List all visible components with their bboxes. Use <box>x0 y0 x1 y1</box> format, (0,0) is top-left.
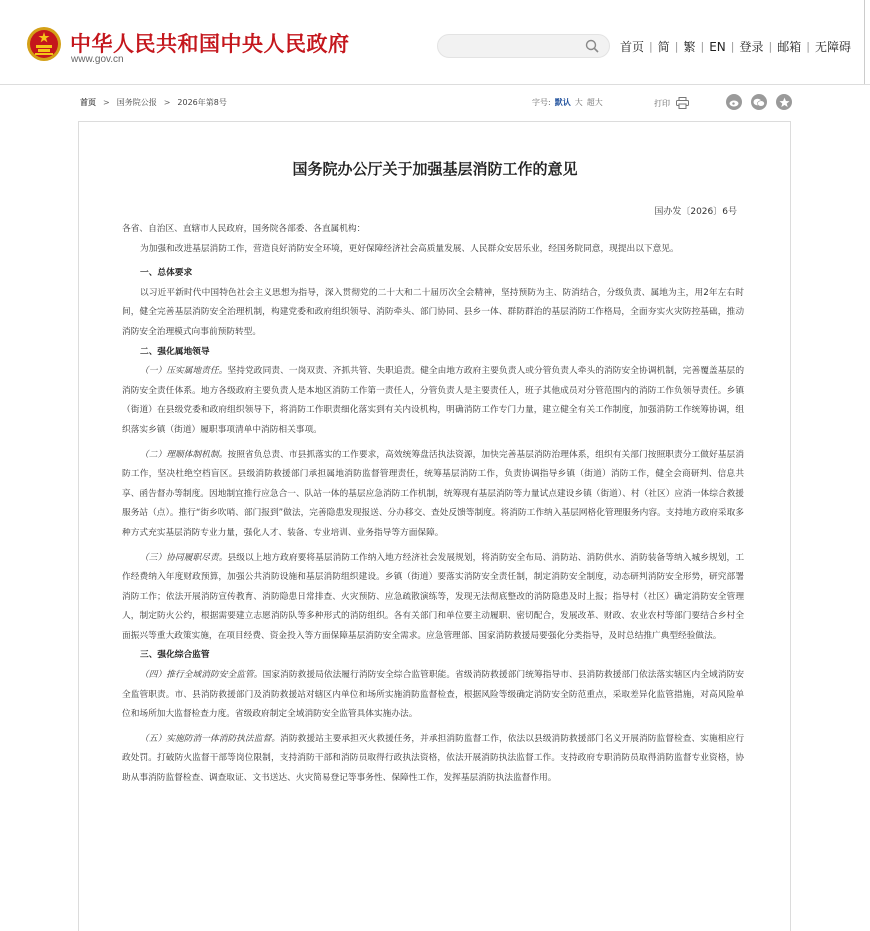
scrollbar-edge <box>864 0 865 84</box>
nav-english[interactable]: EN <box>709 39 726 54</box>
breadcrumb-home[interactable]: 首页 <box>80 98 96 107</box>
body-paragraph <box>122 446 744 544</box>
print-button[interactable] <box>654 97 689 109</box>
clause-lead: （四）推行全域消防安全监管。 <box>140 670 263 681</box>
national-emblem-icon[interactable] <box>26 25 62 63</box>
breadcrumb-gazette[interactable]: 国务院公报 <box>116 98 157 107</box>
nav-login[interactable]: 登录 <box>739 40 764 54</box>
font-size-xlarge[interactable]: 超大 <box>586 98 603 107</box>
clause-text: 县级以上地方政府要将基层消防工作纳入地方经济社会发展规划，将消防安全布局、消防站、消防供水、消防装备等纳入城乡规划，工作经费纳入年度财政预算，加强公共消防设施和基层消防组织建设。乡镇（街道）要落实消防安全责任制，制定消防安全制度，动态研判消防安全形势，研究部署消防工作；依法开展消防宣传教育、消防隐患日常排查、火灾预防、应急疏散演练等，发现无法彻底整改的消防隐患及时上报；指导村（社区）确定消防安全管理人，制定防火公约，根据需要建立志愿消防队等多种形式的消防组织。各有关部门和单位要主动履职、密切配合，发展改革、财政、农业农村等部门要结合乡村全面振兴等重大政策实施，在项目经费、资金投入等方面保障基层消防安全需求。应急管理部、国家消防救援局要强化分类指导，及时总结推广典型经验做法。 <box>122 552 745 641</box>
breadcrumb <box>80 97 227 108</box>
clause-lead: （三）协同履职尽责。 <box>140 552 228 563</box>
nav-separator: | <box>700 40 705 53</box>
nav-traditional[interactable]: 繁 <box>683 40 696 54</box>
body-paragraph <box>122 730 744 789</box>
recipients: 各省、自治区、直辖市人民政府，国务院各部委、各直属机构： <box>122 224 366 234</box>
weibo-share-icon[interactable] <box>726 94 742 110</box>
clause-text: 坚持党政同责、一岗双责、齐抓共管、失职追责。健全由地方政府主要负责人或分管负责人牵头的消防安全协调机制，完善覆盖基层的消防安全责任体系。地方各级政府主要负责人是本地区消防工作第一责任人，分管负责人是主要责任人，班子其他成员对分管范围内的消防工作负领导责任。乡镇（街道）在县级党委和政府组织领导下，将消防工作职责细化落实到有关内设机构，明确消防工作专门力量，建立健全有关工作制度，加强消防工作统筹协调，组织落实乡镇（街道）履职事项清单中消防相关事项。 <box>122 366 745 435</box>
weibo-icon <box>729 98 740 107</box>
nav-mailbox[interactable]: 邮箱 <box>777 40 802 54</box>
wechat-icon <box>753 98 765 107</box>
nav-separator: | <box>730 40 735 53</box>
wechat-share-icon[interactable] <box>751 94 767 110</box>
clause-text: 消防救援站主要承担灭火救援任务，并承担消防监督工作，依法以县级消防救援部门名义开展消防监督检查、实施相应行政处罚。打破防火监督干部等岗位限制，支持消防干部和消防员取得行政执法资格，依法开展消防执法监督工作。支持政府专职消防员取得消防监督专业资格，协助从事消防监督检查、调查取证、文书送达、火灾简易登记等事务性、保障性工作，发挥基层消防执法监督作用。 <box>122 733 745 784</box>
breadcrumb-issue[interactable]: 2026年第8号 <box>177 98 227 107</box>
breadcrumb-separator: > <box>103 98 110 107</box>
search-icon[interactable] <box>585 39 599 53</box>
top-nav <box>620 38 851 55</box>
site-url: www.gov.cn <box>71 54 124 65</box>
clause-lead: （二）理顺体制机制。 <box>140 449 228 460</box>
body-paragraph <box>122 362 744 440</box>
nav-separator: | <box>649 40 653 53</box>
document-number: 国办发〔2026〕6号 <box>654 207 737 217</box>
font-size-large[interactable]: 大 <box>574 98 583 107</box>
search-input[interactable] <box>450 38 584 56</box>
nav-accessibility[interactable]: 无障碍 <box>814 40 851 54</box>
favorite-star-icon[interactable] <box>776 94 792 110</box>
nav-separator: | <box>806 40 810 53</box>
star-icon <box>779 97 790 108</box>
body-paragraph: 以习近平新时代中国特色社会主义思想为指导，深入贯彻党的二十大和二十届历次全会精神，坚持预防为主、防消结合，分级负责、属地为主，用2年左右时间，健全完善基层消防安全治理机制，构建党委和政府组织领导、消防牵头、部门协同、县乡一体、群防群治的基层消防工作格局，全面夯实火灾防控基础，推动消防安全治理模式向事前预防转型。 <box>122 287 744 337</box>
clause-text: 国家消防救援局依法履行消防安全综合监管职能。省级消防救援部门统筹指导市、县消防救援部门依法落实辖区内全域消防安全监管职责。市、县消防救援部门及消防救援站对辖区内单位和场所实施消防监督检查，根据风险等级确定消防安全防范重点，采取差异化监管措施，对高风险单位和场所加大监督检查力度。省级政府制定全域消防安全监管具体实施办法。 <box>122 670 745 720</box>
clause-text: 按照省负总责、市县抓落实的工作要求，高效统筹盘活执法资源，加快完善基层消防治理体系，组织有关部门按照职责分工做好基层消防工作，坚决杜绝空档盲区。县级消防救援部门承担属地消防监督管理责任，统筹基层消防工作，负责协调指导乡镇（街道）消防工作，健全会商研判、信息共享、函告督办等制度。因地制宜推行应急合一、队站一体的基层应急消防工作机制，统筹现有基层消防等力量试点建设乡镇（街道）、村（社区）应消一体综合救援服务站（点）。推行“街乡吹哨、部门报到”做法，完善隐患发现报送、分办移交、查处反馈等制度。将消防工作纳入基层网格化管理服务内容。支持地方政府采取多种方式充实基层消防专业力量，强化人才、装备、专业培训、业务指导等方面保障。 <box>122 449 745 538</box>
font-size-default[interactable]: 默认 <box>554 98 571 107</box>
site-header <box>0 0 870 85</box>
article-body <box>122 220 744 789</box>
search-box[interactable] <box>437 34 610 58</box>
printer-icon <box>676 97 689 109</box>
site-title[interactable]: 中华人民共和国中央人民政府 <box>70 32 350 56</box>
print-label: 打印 <box>654 98 670 108</box>
body-paragraph <box>122 666 744 725</box>
nav-home[interactable]: 首页 <box>620 40 645 54</box>
nav-simplified[interactable]: 简 <box>657 40 670 54</box>
section-heading: 一、总体要求 <box>140 268 193 279</box>
clause-lead: （五）实施防消一体消防执法监督。 <box>140 733 281 744</box>
nav-separator: | <box>674 40 679 53</box>
font-size-label: 字号: <box>532 98 551 107</box>
nav-separator: | <box>768 40 773 53</box>
breadcrumb-separator: > <box>163 98 171 107</box>
section-heading: 二、强化属地领导 <box>140 346 210 357</box>
article-title: 国务院办公厅关于加强基层消防工作的意见 <box>292 160 578 178</box>
intro-paragraph: 为加强和改进基层消防工作，营造良好消防安全环境，更好保障经济社会高质量发展、人民群众安居乐业，经国务院同意，现提出以下意见。 <box>140 243 679 254</box>
clause-lead: （一）压实属地责任。 <box>140 366 228 377</box>
font-size-switcher <box>532 97 603 108</box>
section-heading: 三、强化综合监管 <box>140 650 210 661</box>
body-paragraph <box>122 549 744 647</box>
